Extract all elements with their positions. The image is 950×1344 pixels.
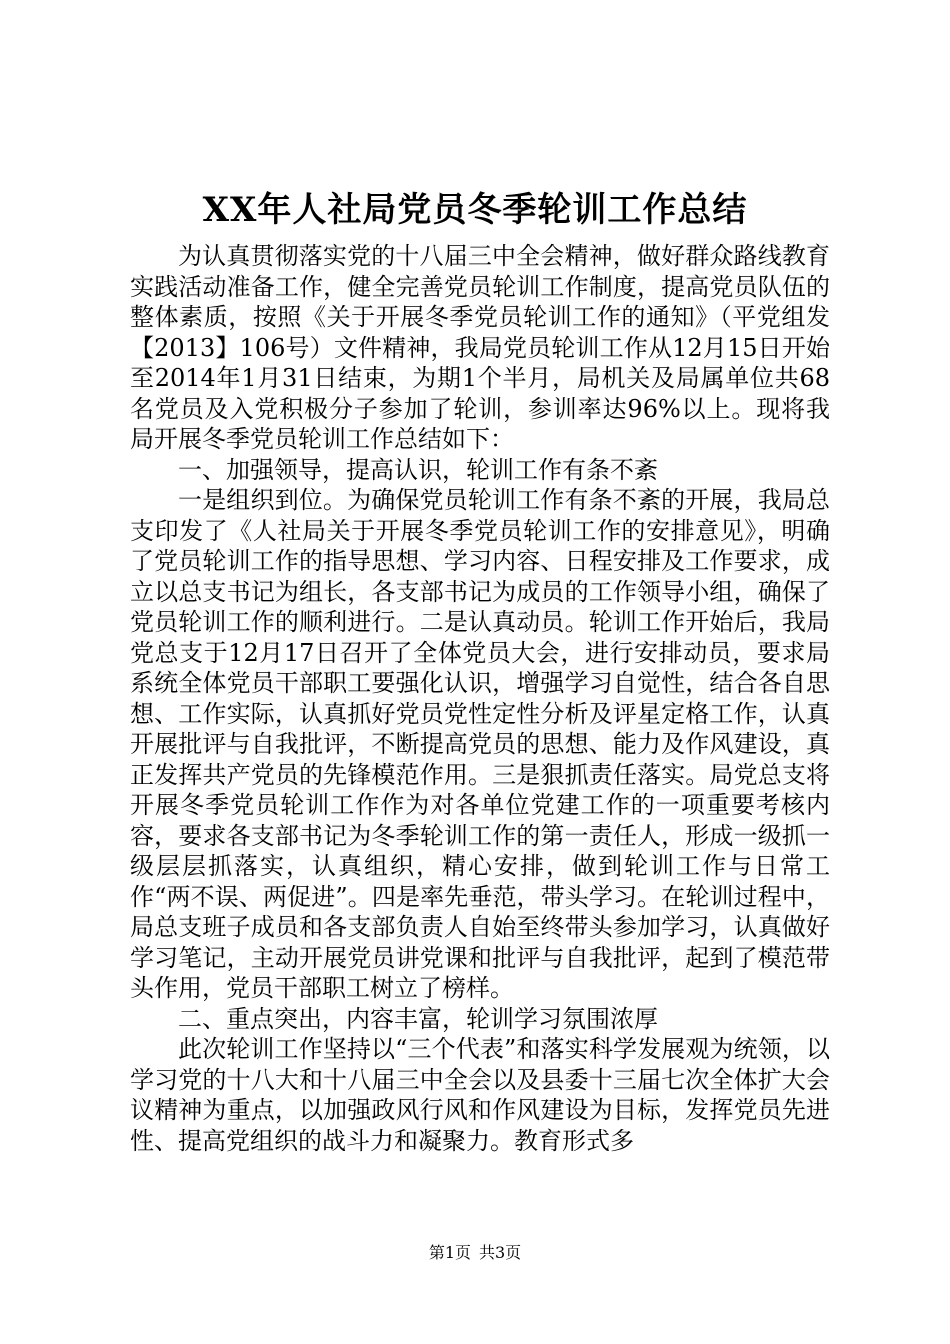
- paragraph-section-2: 此次轮训工作坚持以“三个代表”和落实科学发展观为统领，以学习党的十八大和十八届三中全会以及县委十三届七次全体扩大会议精神为重点，以加强政风行风和作风建设为目标，发挥党员先进性、提高党组织的战斗力和凝聚力。教育形式多: [130, 1035, 830, 1155]
- paragraph-intro: 为认真贯彻落实党的十八届三中全会精神，做好群众路线教育实践活动准备工作，健全完善党员轮训工作制度，提高党员队伍的整体素质，按照《关于开展冬季党员轮训工作的通知》（平党组发【2013】106号）文件精神，我局党员轮训工作从12月15日开始至2014年1月31日结束，为期1个半月，局机关及局属单位共68名党员及入党积极分子参加了轮训，参训率达96%以上。现将我局开展冬季党员轮训工作总结如下：: [130, 242, 830, 453]
- paragraph-section-1: 一是组织到位。为确保党员轮训工作有条不紊的开展，我局总支印发了《人社局关于开展冬季党员轮训工作的安排意见》，明确了党员轮训工作的指导思想、学习内容、日程安排及工作要求，成立以总支书记为组长，各支部书记为成员的工作领导小组，确保了党员轮训工作的顺利进行。二是认真动员。轮训工作开始后，我局党总支于12月17日召开了全体党员大会，进行安排动员，要求局系统全体党员干部职工要强化认识，增强学习自觉性，结合各自思想、工作实际，认真抓好党员党性定性分析及评星定格工作，认真开展批评与自我批评，不断提高党员的思想、能力及作风建设，真正发挥共产党员的先锋模范作用。三是狠抓责任落实。局党总支将开展冬季党员轮训工作作为对各单位党建工作的一项重要考核内容，要求各支部书记为冬季轮训工作的第一责任人，形成一级抓一级层层抓落实，认真组织，精心安排，做到轮训工作与日常工作“两不误、两促进”。四是率先垂范，带头学习。在轮训过程中，局总支班子成员和各支部负责人自始至终带头参加学习，认真做好学习笔记，主动开展党员讲党课和批评与自我批评，起到了模范带头作用，党员干部职工树立了榜样。: [130, 486, 830, 1002]
- document-body: [130, 241, 830, 1156]
- page-number: 第1页: [428, 1243, 471, 1262]
- page-total: 共3页: [479, 1243, 522, 1262]
- page-footer: [0, 1242, 950, 1264]
- document-title: XX年人社局党员冬季轮训工作总结: [202, 190, 748, 230]
- section-heading-2: 二、重点突出，内容丰富，轮训学习氛围浓厚: [178, 1004, 658, 1033]
- section-heading-1: 一、加强领导，提高认识，轮训工作有条不紊: [178, 455, 658, 484]
